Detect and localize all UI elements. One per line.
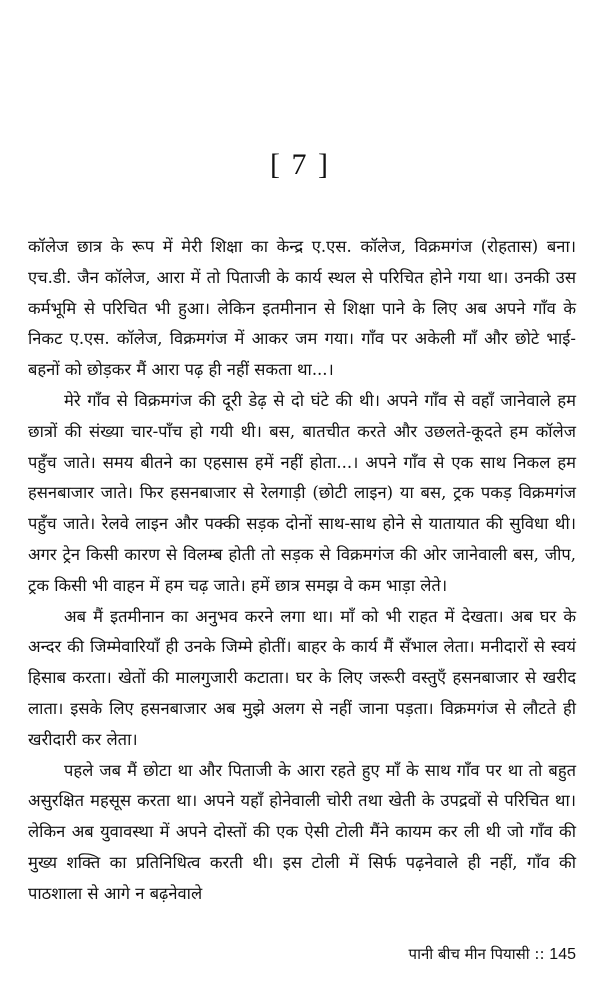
chapter-body [28, 232, 576, 910]
chapter-number: [ 7 ] [270, 148, 330, 181]
paragraph: पहले जब मैं छोटा था और पिताजी के आरा रहते हुए माँ के साथ गाँव पर था तो बहुत असुरक्षित महसूस करता था। अपने यहाँ होनेवाली चोरी तथा खेती के उपद्रवों से परिचित था। लेकिन अब युवावस्था में अपने दोस्तों की एक ऐसी टोली मैंने कायम कर ली थी जो गाँव की मुख्य शक्ति का प्रतिनिधित्व करती थी। इस टोली में सिर्फ पढ़नेवाले ही नहीं, गाँव की पाठशाला से आगे न बढ़नेवाले [28, 760, 576, 903]
paragraph: मेरे गाँव से विक्रमगंज की दूरी डेढ़ से दो घंटे की थी। अपने गाँव से वहाँ जानेवाले हम छात्रों की संख्या चार-पाँच हो गयी थी। बस, बातचीत करते और उछलते-कूदते हम कॉलेज पहुँच जाते। समय बीतने का एहसास हमें नहीं होता...। अपने गाँव से एक साथ निकल हम हसनबाजार जाते। फिर हसनबाजार से रेलगाड़ी (छोटी लाइन) या बस, ट्रक पकड़ विक्रमगंज पहुँच जाते। रेलवे लाइन और पक्की सड़क दोनों साथ-साथ होने से यातायात की सुविधा थी। अगर ट्रेन किसी कारण से विलम्ब होती तो सड़क से विक्रमगंज की ओर जानेवाली बस, जीप, ट्रक किसी भी वाहन में हम चढ़ जाते। हमें छात्र समझ वे कम भाड़ा लेते। [28, 390, 576, 595]
running-title: पानी बीच मीन पियासी :: [408, 945, 545, 963]
paragraph: कॉलेज छात्र के रूप में मेरी शिक्षा का केन्द्र ए.एस. कॉलेज, विक्रमगंज (रोहतास) बना। एच.डी. जैन कॉलेज, आरा में तो पिताजी के कार्य स्थल से परिचित होने गया था। उनकी उस कर्मभूमि से परिचित भी हुआ। लेकिन इतमीनान से शिक्षा पाने के लिए अब अपने गाँव के निकट ए.एस. कॉलेज, विक्रमगंज में आकर जम गया। गाँव पर अकेली माँ और छोटे भाई-बहनों को छोड़कर मैं आरा पढ़ ही नहीं सकता था...। [28, 237, 576, 380]
page-number: 145 [549, 946, 576, 963]
paragraph: अब मैं इतमीनान का अनुभव करने लगा था। माँ को भी राहत में देखता। अब घर के अन्दर की जिम्मेवारियाँ ही उनके जिम्मे होतीं। बाहर के कार्य मैं सँभाल लेता। मनीदारों से स्वयं हिसाब करता। खेतों की मालगुजारी कटाता। घर के लिए जरूरी वस्तुएँ हसनबाजार से खरीद लाता। इसके लिए हसनबाजार अब मुझे अलग से नहीं जाना पड़ता। विक्रमगंज से लौटते ही खरीदारी कर लेता। [28, 606, 576, 749]
page-footer [409, 944, 576, 964]
